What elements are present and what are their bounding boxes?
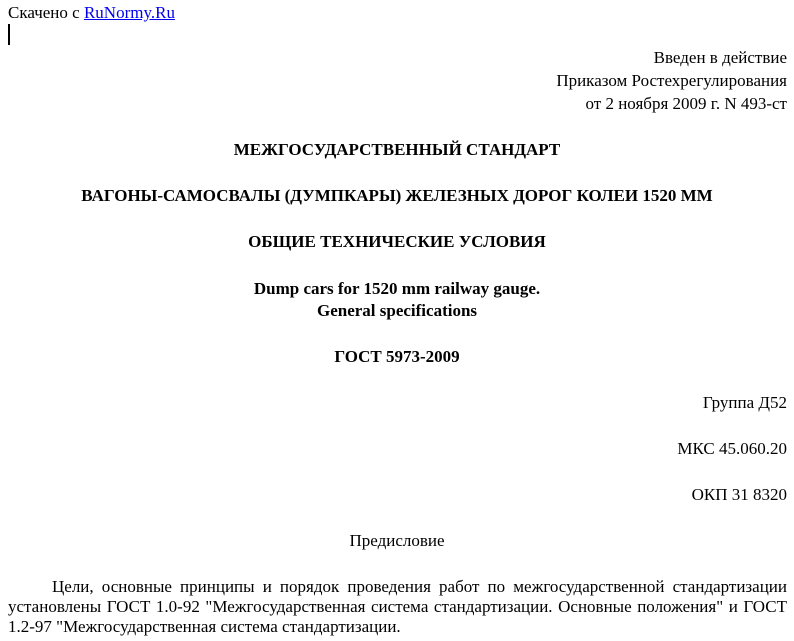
gost-number: ГОСТ 5973-2009 <box>334 347 460 366</box>
group-code: Группа Д52 <box>702 393 787 412</box>
text-cursor <box>8 24 10 45</box>
foreword-paragraph: Цели, основные принципы и порядок проведения работ по межгосударственной стандартизации установлены ГОСТ 1.0-92 "Межгосударственная система стандартизации. Основные положения" и ГОСТ 1.2-97 "Межгосударственная система стандартизации. <box>8 577 787 636</box>
english-title-line-2: General specifications <box>316 301 478 320</box>
source-prefix: Скачено с <box>8 3 84 22</box>
english-title-line-1: Dump cars for 1520 mm railway gauge. <box>253 279 541 298</box>
intro-line-2: Приказом Ростехрегулирования <box>556 71 787 90</box>
mks-code: МКС 45.060.20 <box>677 439 787 458</box>
okp-code: ОКП 31 8320 <box>691 485 787 504</box>
document-title: ВАГОНЫ-САМОСВАЛЫ (ДУМПКАРЫ) ЖЕЛЕЗНЫХ ДОРОГ КОЛЕИ 1520 ММ <box>81 186 713 205</box>
intro-line-3: от 2 ноября 2009 г. N 493-ст <box>585 94 787 113</box>
runormy-link[interactable]: RuNormy.Ru <box>83 3 175 22</box>
source-line <box>8 3 175 23</box>
foreword-heading: Предисловие <box>349 531 445 550</box>
standard-type: МЕЖГОСУДАРСТВЕННЫЙ СТАНДАРТ <box>233 140 561 159</box>
intro-line-1: Введен в действие <box>653 48 787 67</box>
document-subtitle: ОБЩИЕ ТЕХНИЧЕСКИЕ УСЛОВИЯ <box>248 232 546 251</box>
